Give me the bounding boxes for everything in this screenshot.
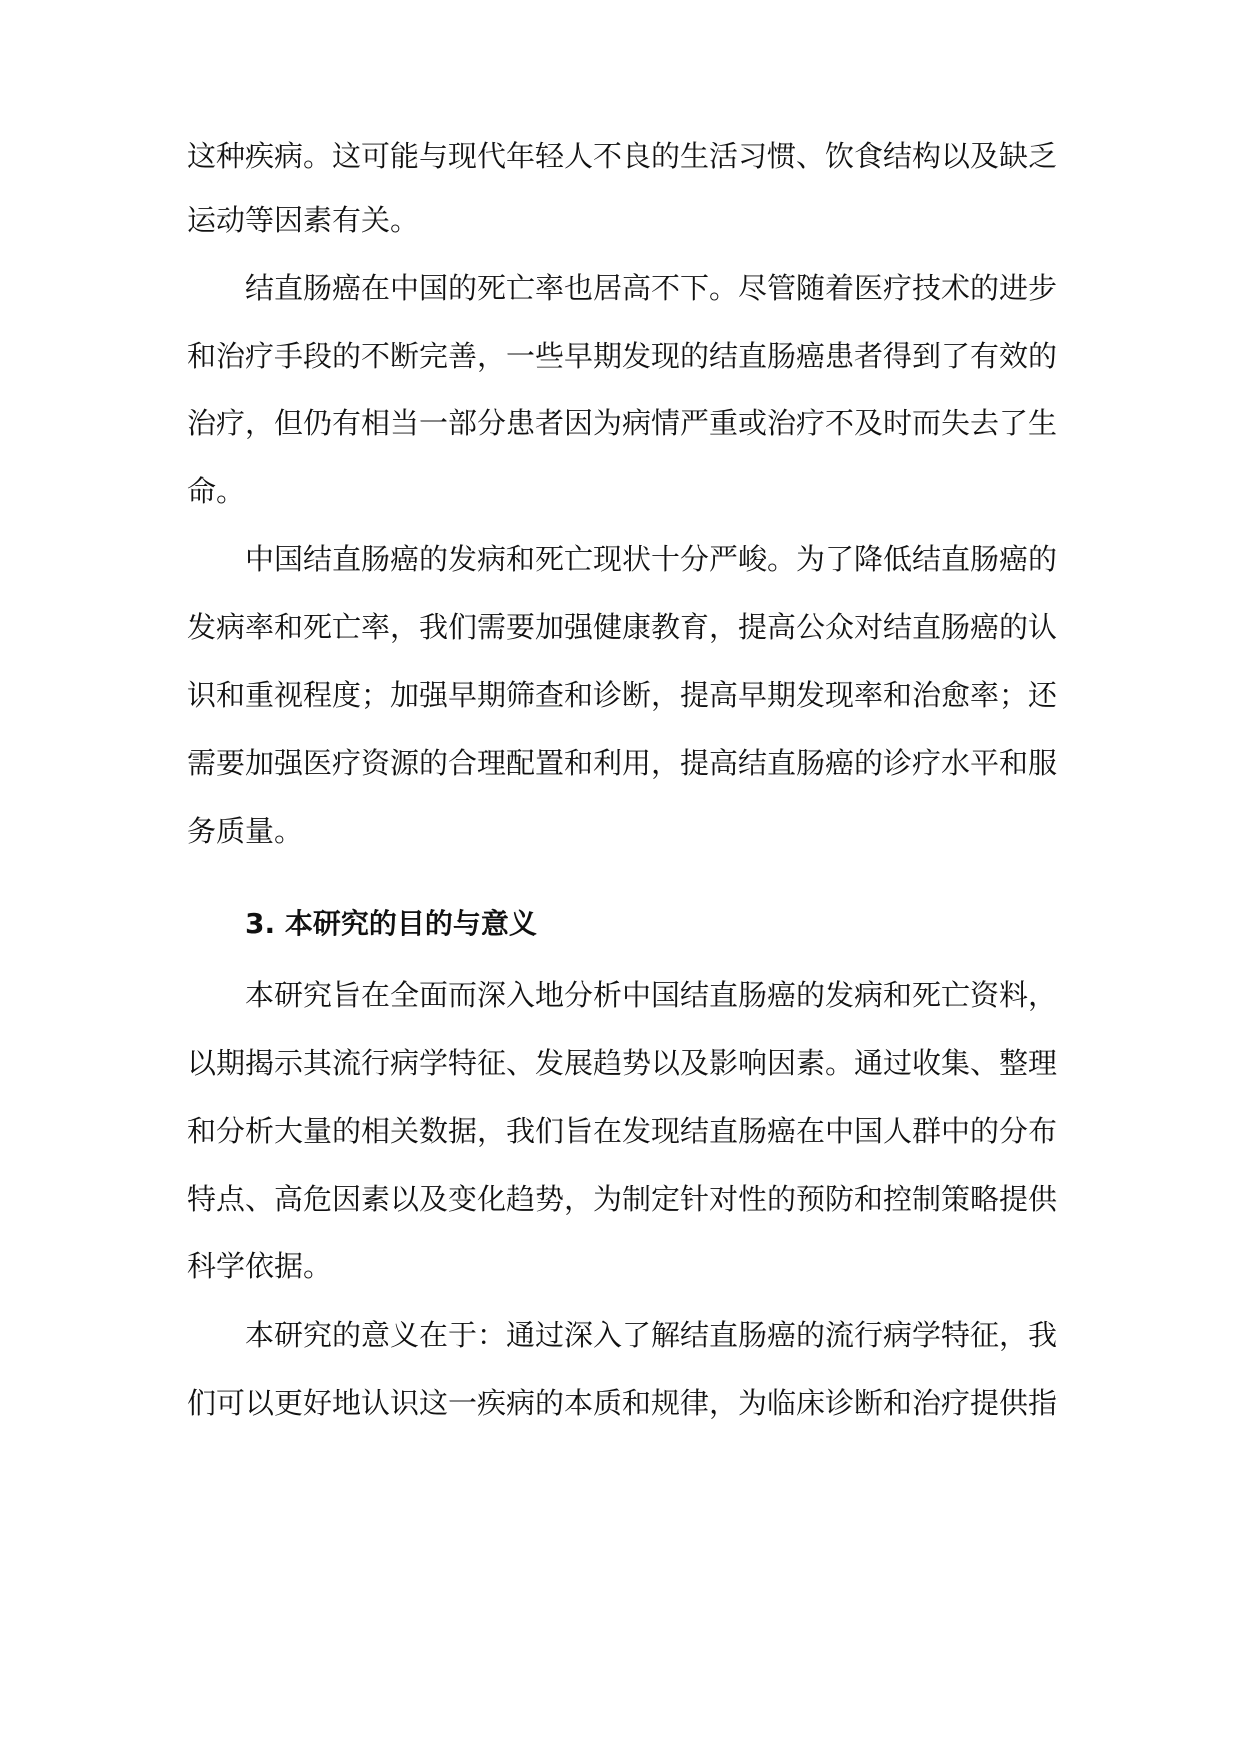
section-heading: 3. 本研究的目的与意义 [245,907,537,940]
paragraph-3-line-5: 务质量。 [187,814,304,848]
paragraph-4-line-4: 特点、高危因素以及变化趋势，为制定针对性的预防和控制策略提供 [187,1182,1058,1216]
paragraph-1-line-1: 这种疾病。这可能与现代年轻人不良的生活习惯、饮食结构以及缺乏 [187,139,1058,173]
paragraph-3-line-1: 中国结直肠癌的发病和死亡现状十分严峻。为了降低结直肠癌的 [245,542,1058,576]
paragraph-2-line-2: 和治疗手段的不断完善，一些早期发现的结直肠癌患者得到了有效的 [187,339,1058,373]
paragraph-5-line-2: 们可以更好地认识这一疾病的本质和规律，为临床诊断和治疗提供指 [187,1386,1058,1420]
paragraph-4-line-5: 科学依据。 [187,1249,333,1283]
paragraph-3-line-2: 发病率和死亡率，我们需要加强健康教育，提高公众对结直肠癌的认 [187,610,1058,644]
paragraph-4-line-1: 本研究旨在全面而深入地分析中国结直肠癌的发病和死亡资料， [245,978,1058,1012]
paragraph-2-line-3: 治疗，但仍有相当一部分患者因为病情严重或治疗不及时而失去了生 [187,406,1058,440]
paragraph-3-line-4: 需要加强医疗资源的合理配置和利用，提高结直肠癌的诊疗水平和服 [187,746,1058,780]
paragraph-5-line-1: 本研究的意义在于：通过深入了解结直肠癌的流行病学特征，我 [245,1318,1058,1352]
paragraph-1-line-2: 运动等因素有关。 [187,203,420,237]
paragraph-2-line-1: 结直肠癌在中国的死亡率也居高不下。尽管随着医疗技术的进步 [245,271,1058,305]
paragraph-3-line-3: 识和重视程度；加强早期筛查和诊断，提高早期发现率和治愈率；还 [187,678,1058,712]
paragraph-4-line-2: 以期揭示其流行病学特征、发展趋势以及影响因素。通过收集、整理 [187,1046,1058,1080]
paragraph-2-line-4: 命。 [187,474,246,508]
paragraph-4-line-3: 和分析大量的相关数据，我们旨在发现结直肠癌在中国人群中的分布 [187,1114,1058,1148]
